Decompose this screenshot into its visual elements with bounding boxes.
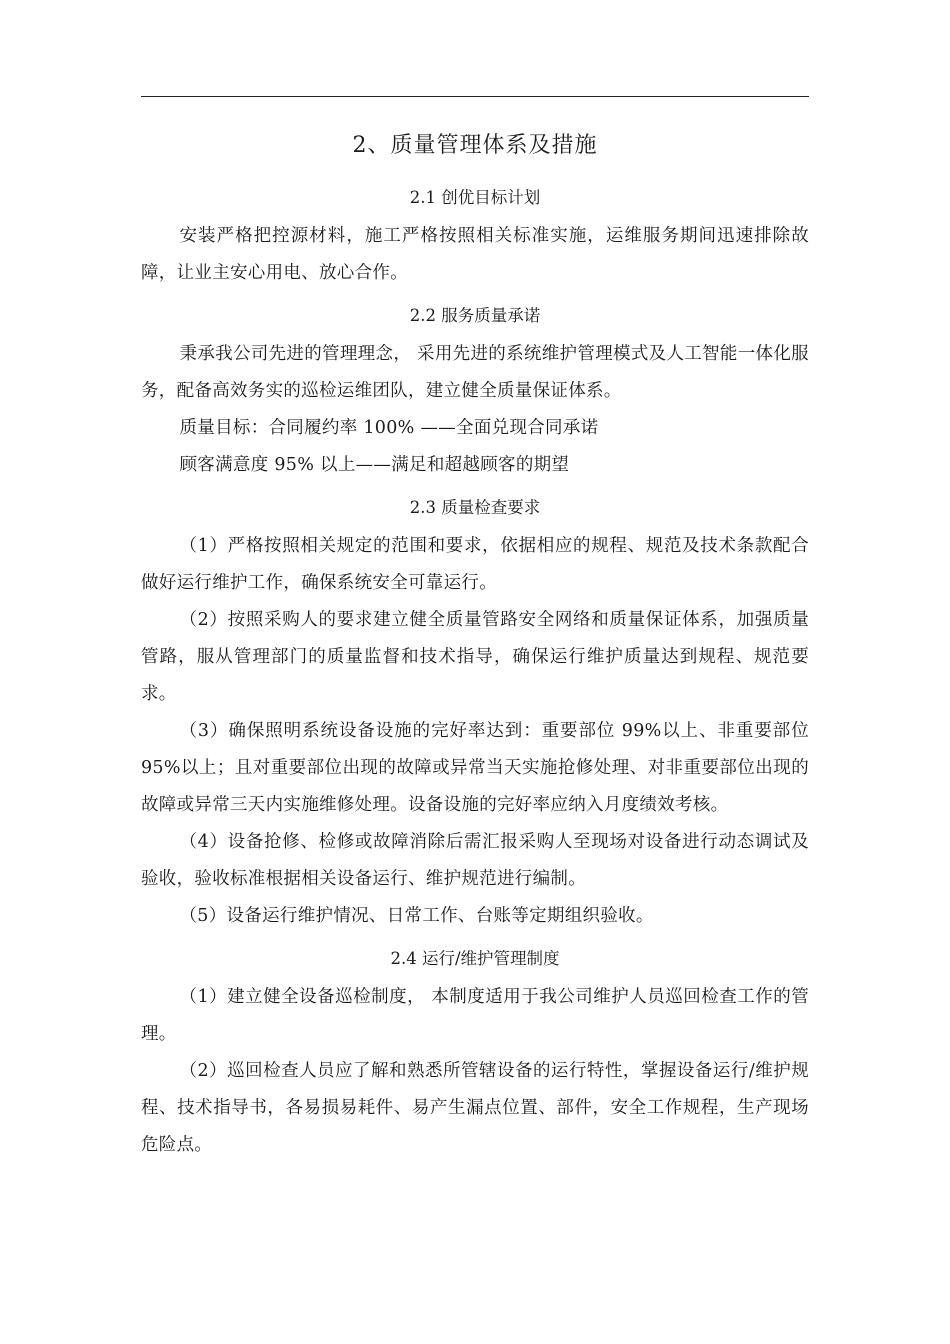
document-body (141, 128, 809, 1164)
paragraph: 秉承我公司先进的管理理念， 采用先进的系统维护管理模式及人工智能一体化服务，配备高效务实的巡检运维团队，建立健全质量保证体系。 (141, 344, 809, 401)
paragraph: （2）按照采购人的要求建立健全质量管路安全网络和质量保证体系，加强质量管路，服从管理部门的质量监督和技术指导，确保运行维护质量达到规程、规范要求。 (141, 610, 809, 704)
paragraph: （3）确保照明系统设备设施的完好率达到：重要部位 99%以上、非重要部位 95%以上；且对重要部位出现的故障或异常当天实施抢修处理、对非重要部位出现的故障或异常三天内实施维修处理。设备设施的完好率应纳入月度绩效考核。 (141, 721, 809, 815)
section-heading-2-2: 2.2 服务质量承诺 (409, 306, 541, 325)
paragraph: （1）建立健全设备巡检制度， 本制度适用于我公司维护人员巡回检查工作的管理。 (141, 987, 809, 1044)
paragraph: （5）设备运行维护情况、日常工作、台账等定期组织验收。 (179, 906, 654, 926)
paragraph: （1）严格按照相关规定的范围和要求，依据相应的规程、规范及技术条款配合做好运行维护工作，确保系统安全可靠运行。 (141, 536, 809, 593)
paragraph: 顾客满意度 95% 以上——满足和超越顾客的期望 (179, 455, 570, 475)
paragraph: 质量目标：合同履约率 100% ——全面兑现合同承诺 (179, 418, 599, 438)
paragraph: （2）巡回检查人员应了解和熟悉所管辖设备的运行特性，掌握设备运行/维护规程、技术指导书，各易损易耗件、易产生漏点位置、部件，安全工作规程，生产现场危险点。 (141, 1061, 809, 1155)
paragraph: （4）设备抢修、检修或故障消除后需汇报采购人至现场对设备进行动态调试及验收，验收标准根据相关设备运行、维护规范进行编制。 (141, 832, 809, 889)
document-title: 2、质量管理体系及措施 (352, 133, 598, 158)
paragraph: 安装严格把控源材料，施工严格按照相关标准实施，运维服务期间迅速排除故障，让业主安心用电、放心合作。 (141, 226, 809, 283)
section-heading-2-3: 2.3 质量检查要求 (409, 498, 541, 517)
section-heading-2-4: 2.4 运行/维护管理制度 (390, 949, 560, 968)
header-rule (141, 96, 809, 97)
section-heading-2-1: 2.1 创优目标计划 (409, 188, 541, 207)
